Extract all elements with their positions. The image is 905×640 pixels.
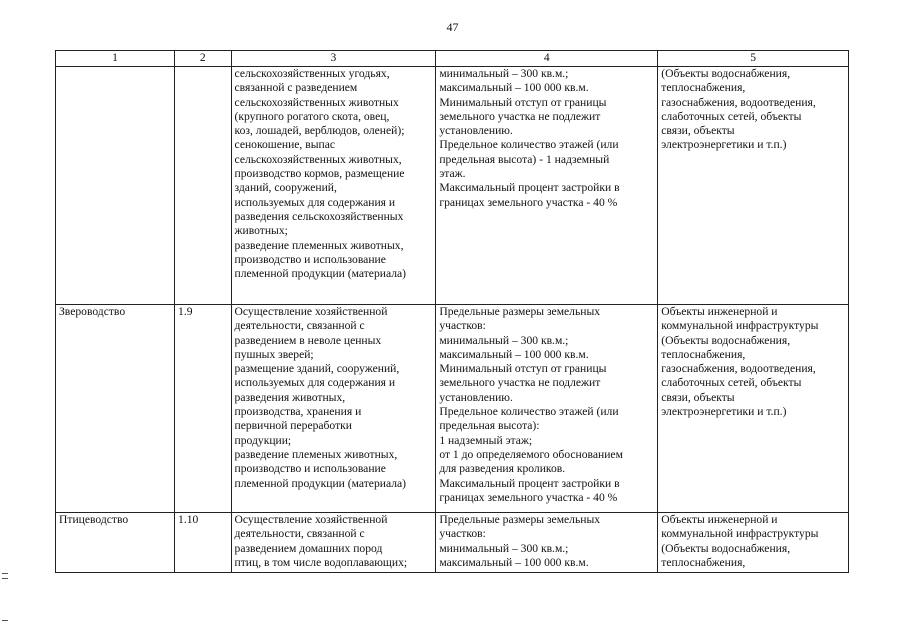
cell-text-line: разведения сельскохозяйственных — [234, 209, 404, 223]
cell-text-line: деятельности, связанной с — [234, 319, 365, 333]
cell-text-line: Предельные размеры земельных — [439, 305, 601, 318]
cell-text-line: установлению. — [439, 124, 513, 138]
cell-text-line: максимальный – 100 000 кв.м. — [439, 347, 589, 361]
cell-text-line: (крупного рогатого скота, овец, — [234, 109, 390, 123]
cell-text-line: Предельное количество этажей (или — [439, 405, 619, 419]
cell-text-line: (Объекты водоснабжения, — [661, 67, 791, 80]
table-cell-col-2: 1.10 — [175, 513, 231, 573]
cell-text-line: газоснабжения, водоотведения, — [661, 362, 816, 376]
cell-text-line: производство и использование — [234, 252, 386, 266]
cell-text-line: земельного участка не подлежит — [439, 109, 601, 123]
table-cell-col-5 — [658, 513, 849, 573]
table-cell-col-1: Птицеводство — [56, 513, 175, 573]
cell-text-line: связанной с разведением — [234, 81, 358, 95]
table-row — [56, 67, 849, 305]
table-cell-col-1: Звероводство — [56, 305, 175, 513]
table-cell-col-3 — [231, 513, 436, 573]
cell-text-line: разведение племенных животных, — [234, 238, 404, 252]
cell-text-line: сельскохозяйственных животных — [234, 95, 399, 109]
table-cell-col-4 — [436, 513, 658, 573]
table-cell-col-2 — [175, 67, 231, 305]
page-number: 47 — [446, 20, 459, 34]
header-row — [56, 51, 849, 67]
cell-text-line: сенокошение, выпас — [234, 138, 335, 152]
table-cell-col-3 — [231, 305, 436, 513]
cell-text-line: минимальный – 300 кв.м.; — [439, 67, 569, 80]
cell-text-line: Осуществление хозяйственной — [234, 513, 388, 526]
cell-text-line: Минимальный отступ от границы — [439, 362, 607, 376]
cell-text-line: деятельности, связанной с — [234, 527, 365, 541]
cell-text-line: теплоснабжения, — [661, 555, 746, 569]
margin-mark — [2, 578, 8, 579]
header-col-4: 4 — [436, 51, 658, 67]
cell-text-line: теплоснабжения, — [661, 81, 746, 95]
table-cell-col-1 — [56, 67, 175, 305]
cell-text-line: Объекты инженерной и — [661, 305, 778, 318]
cell-text-line: максимальный – 100 000 кв.м. — [439, 81, 589, 95]
cell-text-line: установлению. — [439, 390, 513, 404]
cell-text-line: участков: — [439, 527, 486, 541]
cell-text-line: слаботочных сетей, объекты — [661, 109, 802, 123]
cell-text-line: производство кормов, размещение — [234, 167, 405, 181]
cell-text-line: разведение племеных животных, — [234, 447, 398, 461]
table-cell-col-4 — [436, 305, 658, 513]
cell-text-line: (Объекты водоснабжения, — [661, 333, 791, 347]
cell-text-line: первичной переработки — [234, 419, 352, 433]
header-col-1: 1 — [56, 51, 175, 67]
cell-text-line: связи, объекты — [661, 390, 735, 404]
cell-text-line: птиц, в том числе водоплавающих; — [234, 555, 408, 569]
cell-text-line: сельскохозяйственных животных, — [234, 152, 402, 166]
cell-text-line: производство и использование — [234, 462, 386, 476]
cell-text-line: продукции; — [234, 433, 292, 447]
cell-text-line: (Объекты водоснабжения, — [661, 541, 791, 555]
cell-text-line: зданий, сооружений, — [234, 181, 337, 195]
table-cell-col-5 — [658, 67, 849, 305]
cell-text-line: Максимальный процент застройки в — [439, 476, 620, 490]
table-cell-col-2: 1.9 — [175, 305, 231, 513]
cell-text-line: электроэнергетики и т.п.) — [661, 138, 787, 152]
cell-text-line: 1 надземный этаж; — [439, 433, 533, 447]
cell-text-line: теплоснабжения, — [661, 347, 746, 361]
margin-mark — [2, 620, 8, 621]
cell-text-line: используемых для содержания и — [234, 376, 396, 390]
cell-text-line: газоснабжения, водоотведения, — [661, 95, 816, 109]
cell-text-line: пушных зверей; — [234, 347, 314, 361]
cell-text-line: максимальный – 100 000 кв.м. — [439, 555, 589, 569]
cell-text-line: электроэнергетики и т.п.) — [661, 405, 787, 419]
cell-text-line: разведением домашних пород — [234, 541, 383, 555]
cell-text-line: минимальный – 300 кв.м.; — [439, 541, 569, 555]
header-col-5: 5 — [658, 51, 849, 67]
table-cell-col-5 — [658, 305, 849, 513]
table-row — [56, 305, 849, 513]
cell-text-line: участков: — [439, 319, 486, 333]
header-col-2: 2 — [175, 51, 231, 67]
margin-mark — [2, 573, 8, 574]
cell-text-line: разведения животных, — [234, 390, 346, 404]
cell-text-line: производства, хранения и — [234, 405, 362, 419]
cell-text-line: племенной продукции (материала) — [234, 267, 406, 281]
header-col-3: 3 — [231, 51, 436, 67]
cell-text-line: коз, лошадей, верблюдов, оленей); — [234, 124, 405, 138]
table-cell-col-3 — [231, 67, 436, 305]
cell-text-line: коммунальной инфраструктуры — [661, 527, 819, 541]
cell-text-line: племенной продукции (материала) — [234, 476, 406, 490]
zoning-table — [55, 50, 849, 573]
cell-text-line: от 1 до определяемого обоснованием — [439, 447, 623, 461]
cell-text-line: Предельные размеры земельных — [439, 513, 601, 526]
cell-text-line: минимальный – 300 кв.м.; — [439, 333, 569, 347]
cell-text-line: границах земельного участка - 40 % — [439, 195, 618, 209]
table-cell-col-4 — [436, 67, 658, 305]
cell-text-line: Максимальный процент застройки в — [439, 181, 620, 195]
cell-text-line: предельная высота) - 1 надземный — [439, 152, 610, 166]
cell-text-line: связи, объекты — [661, 124, 735, 138]
table-row — [56, 513, 849, 573]
cell-text-line: Предельное количество этажей (или — [439, 138, 619, 152]
cell-text-line: Осуществление хозяйственной — [234, 305, 388, 318]
cell-text-line: для разведения кроликов. — [439, 462, 566, 476]
cell-text-line: предельная высота): — [439, 419, 540, 433]
cell-text-line: этаж. — [439, 167, 466, 181]
cell-text-line: сельскохозяйственных угодьях, — [234, 67, 390, 80]
cell-text-line: размещение зданий, сооружений, — [234, 362, 400, 376]
cell-text-line: Минимальный отступ от границы — [439, 95, 607, 109]
cell-text-line: используемых для содержания и — [234, 195, 396, 209]
cell-text-line: слаботочных сетей, объекты — [661, 376, 802, 390]
cell-text-line: животных; — [234, 224, 288, 238]
cell-text-line: земельного участка не подлежит — [439, 376, 601, 390]
cell-text-line: Объекты инженерной и — [661, 513, 778, 526]
cell-text-line: коммунальной инфраструктуры — [661, 319, 819, 333]
cell-text-line: разведением в неволе ценных — [234, 333, 382, 347]
cell-text-line: границах земельного участка - 40 % — [439, 490, 618, 504]
